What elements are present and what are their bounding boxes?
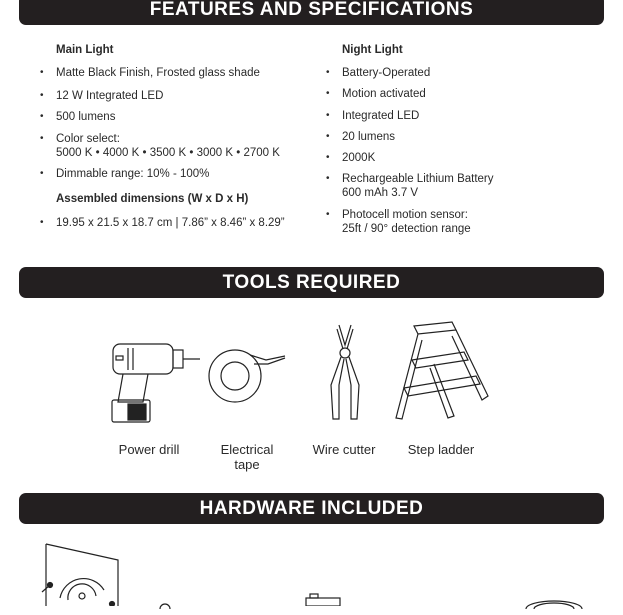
tool-label-line: Electrical [220, 442, 274, 457]
spec-text: 19.95 x 21.5 x 18.7 cm | 7.86” x 8.46” x 8.29” [56, 217, 285, 229]
spec-item [326, 130, 586, 144]
main-light-heading: Main Light [56, 44, 114, 56]
spec-item [326, 87, 586, 101]
hardware-banner: HARDWARE INCLUDED [19, 493, 604, 524]
spec-text: Dimmable range: 10% - 100% [56, 168, 210, 180]
screw-icon [158, 597, 172, 615]
bullet: • [40, 217, 44, 228]
spec-item [326, 151, 586, 165]
spec-text: 12 W Integrated LED [56, 90, 164, 102]
tool-label-power-drill [102, 442, 196, 457]
spec-text: 5000 K • 4000 K • 3500 K • 3000 K • 2700 K [56, 147, 280, 159]
spec-text: Rechargeable Lithium Battery [342, 173, 494, 185]
bullet: • [326, 173, 330, 184]
bullet: • [40, 67, 44, 78]
bullet: • [40, 111, 44, 122]
anchor-icon [302, 592, 344, 611]
bullet: • [40, 168, 44, 179]
spec-item [40, 132, 315, 160]
dimensions-heading: Assembled dimensions (W x D x H) [56, 193, 249, 205]
washer-icon [522, 596, 586, 614]
tool-label-line: Power drill [118, 442, 180, 457]
spec-item [326, 109, 586, 123]
spec-item [326, 66, 586, 80]
bullet: • [326, 110, 330, 121]
features-banner: FEATURES AND SPECIFICATIONS [19, 0, 604, 25]
bullet: • [326, 152, 330, 163]
spec-text: 500 lumens [56, 111, 116, 123]
tool-label-line: Wire cutter [312, 442, 376, 457]
tool-label-line: tape [234, 457, 260, 472]
main-light-column [40, 44, 315, 230]
spec-item [40, 89, 315, 103]
spec-text: 20 lumens [342, 131, 396, 143]
bullet: • [326, 67, 330, 78]
spec-item [326, 208, 586, 236]
tools-banner: TOOLS REQUIRED [19, 267, 604, 298]
spec-item [326, 172, 586, 200]
wire-cutter-icon [325, 323, 365, 421]
bullet: • [326, 88, 330, 99]
spec-text: 600 mAh 3.7 V [342, 187, 419, 199]
bullet: • [40, 90, 44, 101]
tool-label-step-ladder [396, 442, 486, 457]
spec-item [40, 216, 315, 230]
bullet: • [326, 209, 330, 220]
mounting-plate-icon [38, 542, 128, 611]
power-drill-icon [108, 340, 203, 426]
bullet: • [326, 131, 330, 142]
spec-text: Photocell motion sensor: [342, 209, 468, 221]
spec-text: Motion activated [342, 88, 426, 100]
spec-text: 2000K [342, 152, 376, 164]
bullet: • [40, 133, 44, 144]
spec-text: Integrated LED [342, 110, 420, 122]
step-ladder-icon [394, 320, 490, 422]
spec-text: Battery-Operated [342, 67, 431, 79]
tool-label-line: Step ladder [407, 442, 475, 457]
spec-item [40, 167, 315, 181]
spec-item [40, 110, 315, 124]
spec-item [40, 66, 315, 80]
spec-text: Matte Black Finish, Frosted glass shade [56, 67, 260, 79]
spec-text: Color select: [56, 133, 120, 145]
night-light-column [326, 44, 586, 236]
night-light-heading: Night Light [342, 44, 403, 56]
electrical-tape-icon [206, 348, 288, 404]
tool-label-electrical-tape [202, 442, 292, 472]
tool-label-wire-cutter [298, 442, 390, 457]
spec-text: 25ft / 90° detection range [342, 223, 471, 235]
